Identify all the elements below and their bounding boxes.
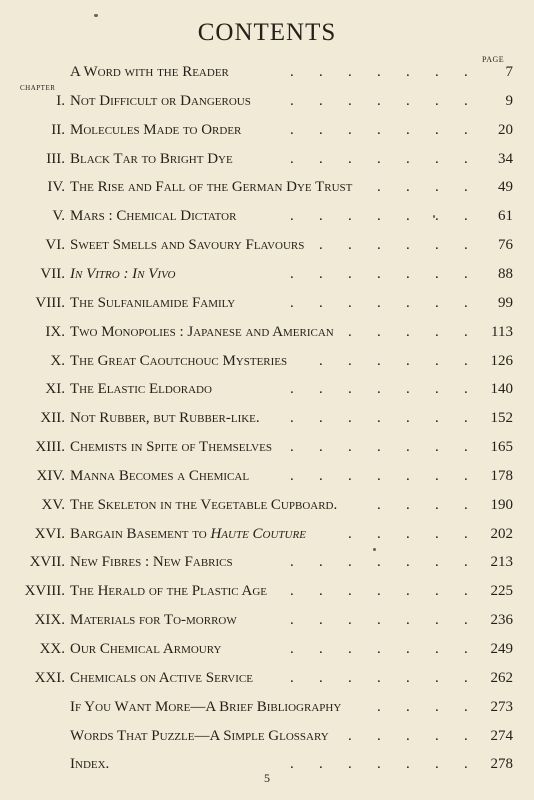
- chapter-title-text: Words That Puzzle—A Simple Glossary: [70, 727, 329, 744]
- chapter-title-text: In Vitro : In Vivo: [70, 265, 176, 282]
- toc-entry: [0, 583, 534, 605]
- leader-dot: .: [319, 756, 323, 773]
- leader-dot: .: [464, 554, 468, 571]
- leader-dot: .: [319, 92, 323, 109]
- leader-dot: .: [464, 727, 468, 744]
- chapter-title-text: The Rise and Fall of the German Dye Trust: [70, 179, 353, 196]
- toc-entry: [0, 641, 534, 663]
- leader-dot: .: [319, 583, 323, 600]
- chapter-title-italic: Haute Couture: [210, 525, 306, 542]
- leader-dot: .: [377, 323, 381, 340]
- leader-dot: .: [435, 467, 439, 484]
- leader-dot: .: [435, 669, 439, 686]
- toc-entry: [0, 554, 534, 576]
- leader-dots: [0, 64, 534, 86]
- chapter-number: XIII.: [35, 439, 65, 456]
- page-ref: 126: [490, 352, 513, 369]
- toc-entry: [0, 439, 534, 461]
- leader-dots: [0, 439, 534, 461]
- leader-dots: [0, 641, 534, 663]
- toc-entry: [0, 122, 534, 144]
- leader-dot: .: [435, 727, 439, 744]
- leader-dot: .: [348, 583, 352, 600]
- leader-dot: .: [406, 294, 410, 311]
- leader-dot: .: [290, 439, 294, 456]
- leader-dot: .: [348, 554, 352, 571]
- leader-dot: .: [435, 352, 439, 369]
- leader-dot: .: [348, 439, 352, 456]
- leader-dot: .: [464, 179, 468, 196]
- chapter-number: X.: [50, 352, 65, 369]
- leader-dot: .: [406, 583, 410, 600]
- leader-dot: .: [290, 64, 294, 80]
- leader-dot: .: [348, 410, 352, 427]
- page-ref: 190: [490, 496, 513, 513]
- leader-dot: .: [435, 150, 439, 167]
- leader-dot: .: [319, 294, 323, 311]
- page-ref: 213: [490, 554, 513, 571]
- leader-dot: .: [406, 208, 410, 225]
- leader-dot: .: [435, 179, 439, 196]
- leader-dot: .: [464, 641, 468, 657]
- leader-dot: .: [435, 439, 439, 456]
- page-ref: 178: [490, 467, 513, 484]
- leader-dot: .: [290, 583, 294, 600]
- chapter-title-text: A Word with the Reader: [70, 64, 229, 80]
- leader-dot: .: [377, 496, 381, 513]
- leader-dot: .: [348, 237, 352, 254]
- page-ref: 20: [498, 121, 513, 138]
- leader-dot: .: [348, 756, 352, 773]
- leader-dot: .: [435, 381, 439, 398]
- leader-dot: .: [290, 467, 294, 484]
- chapter-number: VI.: [45, 237, 65, 254]
- page-ref: 61: [498, 208, 513, 225]
- leader-dot: .: [406, 756, 410, 773]
- leader-dot: .: [290, 294, 294, 311]
- page-ref: 236: [490, 612, 513, 629]
- leader-dot: .: [319, 64, 323, 80]
- chapter-title-text: Chemists in Spite of Themselves: [70, 439, 272, 456]
- chapter-number: XV.: [41, 496, 65, 513]
- chapter-title-text: Molecules Made to Order: [70, 121, 242, 138]
- leader-dots: [0, 208, 534, 230]
- leader-dot: .: [406, 410, 410, 427]
- chapter-title-text: Black Tar to Bright Dye: [70, 150, 233, 167]
- toc-entry: [0, 381, 534, 403]
- leader-dot: .: [290, 410, 294, 427]
- leader-dot: .: [464, 121, 468, 138]
- leader-dots: [0, 583, 534, 605]
- leader-dot: .: [406, 641, 410, 657]
- ink-speck: [433, 215, 435, 218]
- page-ref: 202: [490, 525, 513, 542]
- leader-dot: .: [435, 756, 439, 773]
- leader-dot: .: [464, 323, 468, 340]
- leader-dot: .: [406, 439, 410, 456]
- leader-dot: .: [406, 381, 410, 398]
- chapter-column-label: CHAPTER: [20, 84, 56, 92]
- toc-entry: [0, 728, 534, 750]
- page-number: 5: [264, 771, 270, 785]
- leader-dot: .: [377, 612, 381, 629]
- page-ref: 225: [490, 583, 513, 600]
- leader-dot: .: [406, 150, 410, 167]
- leader-dot: .: [377, 410, 381, 427]
- toc-entry: [0, 526, 534, 548]
- chapter-title-text: The Elastic Eldorado: [70, 381, 212, 398]
- leader-dot: .: [348, 208, 352, 225]
- chapter-title-text: Our Chemical Armoury: [70, 641, 222, 657]
- leader-dot: .: [464, 208, 468, 225]
- leader-dot: .: [377, 439, 381, 456]
- leader-dot: .: [464, 583, 468, 600]
- leader-dot: .: [377, 554, 381, 571]
- leader-dot: .: [406, 525, 410, 542]
- leader-dot: .: [348, 612, 352, 629]
- leader-dot: .: [377, 727, 381, 744]
- leader-dot: .: [348, 92, 352, 109]
- leader-dot: .: [406, 727, 410, 744]
- leader-dot: .: [377, 121, 381, 138]
- leader-dot: .: [435, 612, 439, 629]
- chapter-number: IX.: [45, 323, 65, 340]
- leader-dot: .: [435, 121, 439, 138]
- page-ref: 152: [490, 410, 513, 427]
- leader-dots: [0, 353, 534, 375]
- leader-dot: .: [464, 64, 468, 80]
- chapter-number: VIII.: [35, 294, 65, 311]
- leader-dot: .: [406, 92, 410, 109]
- leader-dot: .: [464, 92, 468, 109]
- page-ref: 140: [490, 381, 513, 398]
- toc-entry: [0, 497, 534, 519]
- leader-dot: .: [348, 641, 352, 657]
- leader-dot: .: [348, 525, 352, 542]
- leader-dot: .: [464, 756, 468, 773]
- leader-dot: .: [406, 698, 410, 715]
- chapter-number: XX.: [39, 641, 65, 657]
- leader-dot: .: [348, 352, 352, 369]
- leader-dot: .: [435, 496, 439, 513]
- leader-dot: .: [319, 265, 323, 282]
- toc-entry: [0, 93, 534, 115]
- leader-dot: .: [290, 150, 294, 167]
- leader-dot: .: [435, 265, 439, 282]
- chapter-number: III.: [46, 150, 65, 167]
- leader-dot: .: [464, 496, 468, 513]
- toc-entry: [0, 151, 534, 173]
- leader-dot: .: [464, 150, 468, 167]
- leader-dot: .: [435, 64, 439, 80]
- leader-dot: .: [377, 150, 381, 167]
- toc-entry: [0, 237, 534, 259]
- chapter-number: I.: [56, 92, 65, 109]
- leader-dot: .: [319, 669, 323, 686]
- toc-entry: [0, 468, 534, 490]
- leader-dot: .: [348, 121, 352, 138]
- leader-dots: [0, 468, 534, 490]
- leader-dots: [0, 266, 534, 288]
- leader-dot: .: [319, 352, 323, 369]
- leader-dot: .: [406, 179, 410, 196]
- toc-entry: [0, 670, 534, 692]
- leader-dot: .: [377, 583, 381, 600]
- leader-dot: .: [406, 669, 410, 686]
- leader-dot: .: [377, 64, 381, 80]
- chapter-title-text: Not Rubber, but Rubber-like.: [70, 410, 260, 427]
- leader-dot: .: [464, 612, 468, 629]
- leader-dots: [0, 151, 534, 173]
- chapter-number: XVII.: [29, 554, 65, 571]
- leader-dot: .: [290, 554, 294, 571]
- leader-dot: .: [377, 208, 381, 225]
- leader-dot: .: [406, 237, 410, 254]
- leader-dot: .: [319, 612, 323, 629]
- chapter-title-text: If You Want More—A Brief Bibliography: [70, 698, 342, 715]
- leader-dot: .: [319, 121, 323, 138]
- leader-dots: [0, 237, 534, 259]
- page-ref: 274: [490, 727, 513, 744]
- chapter-number: XXI.: [34, 669, 65, 686]
- chapter-title-text: The Great Caoutchouc Mysteries: [70, 352, 288, 369]
- leader-dot: .: [406, 554, 410, 571]
- leader-dot: .: [435, 641, 439, 657]
- leader-dots: [0, 670, 534, 692]
- toc-entry: [0, 266, 534, 288]
- leader-dot: .: [319, 208, 323, 225]
- page-ref: 76: [498, 237, 513, 254]
- leader-dot: .: [319, 381, 323, 398]
- leader-dot: .: [377, 352, 381, 369]
- chapter-number: V.: [52, 208, 65, 225]
- page-ref: 165: [490, 439, 513, 456]
- chapter-title-text: Chemicals on Active Service: [70, 669, 253, 686]
- leader-dot: .: [464, 381, 468, 398]
- toc-entry: [0, 699, 534, 721]
- leader-dot: .: [435, 583, 439, 600]
- chapter-title-text: Mars : Chemical Dictator: [70, 208, 237, 225]
- leader-dot: .: [435, 208, 439, 225]
- leader-dot: .: [377, 179, 381, 196]
- toc-entry: [0, 64, 534, 86]
- leader-dot: .: [319, 641, 323, 657]
- chapter-number: VII.: [40, 265, 65, 282]
- leader-dots: [0, 728, 534, 750]
- leader-dot: .: [290, 612, 294, 629]
- leader-dot: .: [435, 323, 439, 340]
- leader-dot: .: [464, 294, 468, 311]
- leader-dot: .: [377, 294, 381, 311]
- leader-dot: .: [377, 237, 381, 254]
- leader-dot: .: [464, 525, 468, 542]
- leader-dot: .: [348, 323, 352, 340]
- leader-dot: .: [290, 381, 294, 398]
- leader-dot: .: [464, 265, 468, 282]
- page-ref: 49: [498, 179, 513, 196]
- page-ref: 88: [498, 265, 513, 282]
- chapter-number: XVI.: [34, 525, 65, 542]
- leader-dot: .: [464, 467, 468, 484]
- leader-dot: .: [406, 496, 410, 513]
- leader-dots: [0, 526, 534, 548]
- leader-dots: [0, 324, 534, 346]
- chapter-number: II.: [51, 121, 65, 138]
- leader-dot: .: [348, 669, 352, 686]
- leader-dot: .: [290, 641, 294, 657]
- page-ref: 7: [505, 64, 513, 80]
- leader-dot: .: [464, 352, 468, 369]
- leader-dot: .: [435, 698, 439, 715]
- chapter-number: XI.: [45, 381, 65, 398]
- leader-dot: .: [435, 237, 439, 254]
- leader-dot: .: [435, 554, 439, 571]
- leader-dot: .: [464, 439, 468, 456]
- leader-dot: .: [435, 92, 439, 109]
- leader-dot: .: [435, 525, 439, 542]
- leader-dot: .: [319, 554, 323, 571]
- leader-dot: .: [464, 237, 468, 254]
- leader-dot: .: [290, 669, 294, 686]
- toc-entry: [0, 353, 534, 375]
- leader-dot: .: [348, 381, 352, 398]
- toc-entry: [0, 179, 534, 201]
- chapter-title-text: The Herald of the Plastic Age: [70, 583, 268, 600]
- leader-dot: .: [377, 92, 381, 109]
- leader-dots: [0, 179, 534, 201]
- chapter-number: XVIII.: [24, 583, 65, 600]
- page-ref: 34: [498, 150, 513, 167]
- chapter-title-text: Index.: [70, 756, 110, 773]
- chapter-title-text: The Sulfanilamide Family: [70, 294, 236, 311]
- leader-dot: .: [290, 756, 294, 773]
- leader-dots: [0, 381, 534, 403]
- page-ref: 99: [498, 294, 513, 311]
- page-ref: 278: [490, 756, 513, 773]
- page-column-label: PAGE: [482, 55, 505, 64]
- leader-dot: .: [377, 381, 381, 398]
- leader-dot: .: [319, 150, 323, 167]
- leader-dot: .: [290, 265, 294, 282]
- toc-entry: [0, 295, 534, 317]
- chapter-title-text: The Skeleton in the Vegetable Cupboard.: [70, 496, 338, 513]
- leader-dot: .: [377, 641, 381, 657]
- leader-dot: .: [435, 294, 439, 311]
- chapter-number: XIV.: [36, 467, 65, 484]
- leader-dot: .: [406, 64, 410, 80]
- toc-entry: [0, 410, 534, 432]
- leader-dot: .: [348, 265, 352, 282]
- leader-dot: .: [377, 756, 381, 773]
- chapter-title-text: Two Monopolies : Japanese and American: [70, 323, 334, 340]
- leader-dot: .: [319, 237, 323, 254]
- page-ref: 273: [490, 698, 513, 715]
- leader-dots: [0, 410, 534, 432]
- leader-dots: [0, 295, 534, 317]
- leader-dot: .: [377, 467, 381, 484]
- chapter-number: IV.: [47, 179, 65, 196]
- leader-dot: .: [406, 121, 410, 138]
- leader-dot: .: [464, 410, 468, 427]
- leader-dot: .: [406, 467, 410, 484]
- page-ref: 9: [505, 92, 513, 109]
- chapter-title-text: Sweet Smells and Savoury Flavours: [70, 237, 305, 254]
- leader-dot: .: [377, 669, 381, 686]
- leader-dot: .: [406, 612, 410, 629]
- leader-dots: [0, 93, 534, 115]
- leader-dot: .: [348, 150, 352, 167]
- chapter-number: XIX.: [34, 612, 65, 629]
- leader-dot: .: [377, 525, 381, 542]
- leader-dot: .: [348, 294, 352, 311]
- leader-dot: .: [406, 265, 410, 282]
- chapter-number: XII.: [40, 410, 65, 427]
- toc-entry: [0, 612, 534, 634]
- leader-dots: [0, 699, 534, 721]
- toc-entry: [0, 324, 534, 346]
- leader-dot: .: [464, 669, 468, 686]
- leader-dot: .: [290, 208, 294, 225]
- page-ref: 113: [491, 323, 513, 340]
- chapter-title-text: Bargain Basement to: [70, 525, 207, 542]
- leader-dot: .: [464, 698, 468, 715]
- leader-dot: .: [348, 64, 352, 80]
- leader-dot: .: [377, 698, 381, 715]
- leader-dot: .: [406, 323, 410, 340]
- chapter-title-text: Not Difficult or Dangerous: [70, 92, 251, 109]
- leader-dot: .: [290, 92, 294, 109]
- page-ref: 262: [490, 669, 513, 686]
- toc-entry: [0, 208, 534, 230]
- leader-dots: [0, 612, 534, 634]
- leader-dot: .: [319, 467, 323, 484]
- chapter-title-text: New Fibres : New Fabrics: [70, 554, 233, 571]
- leader-dot: .: [348, 727, 352, 744]
- leader-dot: .: [377, 265, 381, 282]
- leader-dots: [0, 122, 534, 144]
- chapter-title-text: Manna Becomes a Chemical: [70, 467, 250, 484]
- leader-dot: .: [406, 352, 410, 369]
- ink-speck: [94, 14, 98, 17]
- leader-dot: .: [348, 467, 352, 484]
- leader-dot: .: [435, 410, 439, 427]
- leader-dot: .: [319, 439, 323, 456]
- chapter-title-text: Materials for To-morrow: [70, 612, 237, 629]
- leader-dot: .: [319, 410, 323, 427]
- page-ref: 249: [490, 641, 513, 657]
- ink-speck: [373, 548, 376, 551]
- contents-heading: CONTENTS: [197, 19, 337, 46]
- leader-dot: .: [290, 121, 294, 138]
- leader-dots: [0, 497, 534, 519]
- leader-dots: [0, 554, 534, 576]
